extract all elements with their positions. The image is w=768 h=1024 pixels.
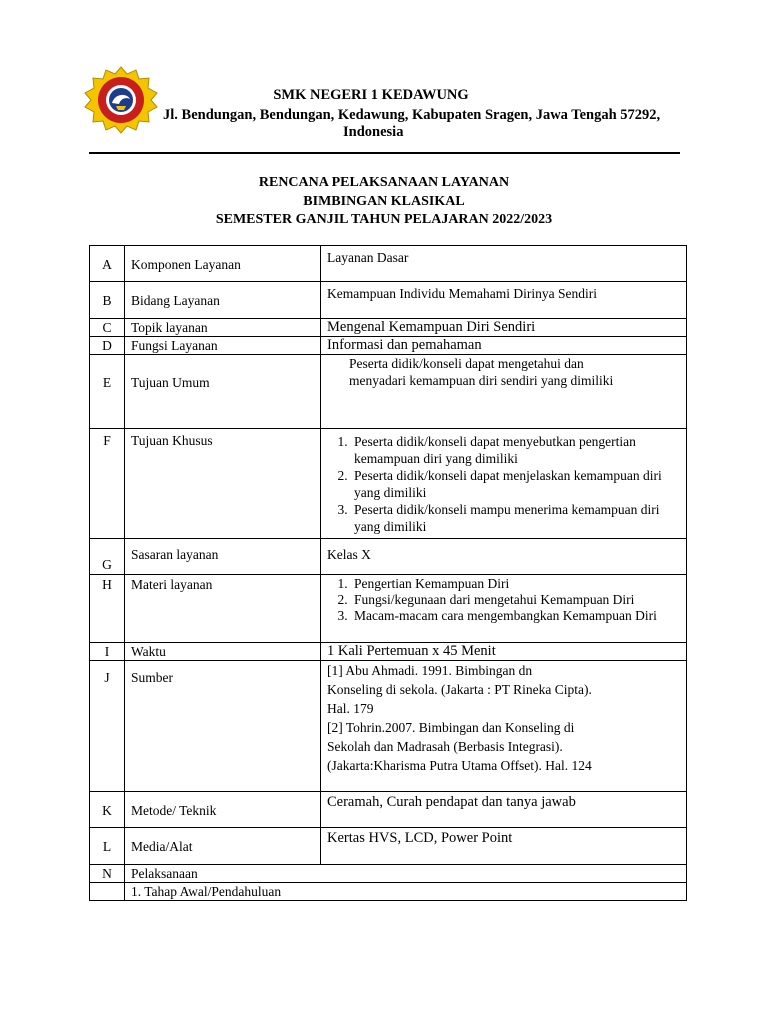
table-row-komponen [90, 246, 687, 282]
row-code: F [90, 429, 125, 539]
row-label: Sasaran layanan [125, 539, 321, 575]
table-row-waktu [90, 643, 687, 661]
row-label: Sumber [125, 661, 321, 792]
table-row-bidang [90, 282, 687, 319]
row-label: 1. Tahap Awal/Pendahuluan [125, 883, 687, 901]
row-value: Kertas HVS, LCD, Power Point [321, 828, 687, 865]
table-row-media [90, 828, 687, 865]
plan-table [89, 245, 687, 901]
table-row-materi [90, 575, 687, 643]
materi-list [327, 576, 680, 624]
list-item: 3. Peserta didik/konseli mampu menerima kemampuan diri yang dimiliki [351, 501, 680, 535]
row-code: N [90, 865, 125, 883]
row-code: C [90, 319, 125, 337]
row-value [321, 429, 687, 539]
row-code: I [90, 643, 125, 661]
row-label: Pelaksanaan [125, 865, 687, 883]
row-value: Layanan Dasar [321, 246, 687, 282]
table-row-tujuan-umum [90, 355, 687, 429]
row-label: Bidang Layanan [125, 282, 321, 319]
tujuan-umum-line2: menyadari kemampuan diri sendiri yang dimiliki [349, 373, 614, 388]
row-code: D [90, 337, 125, 355]
row-label: Komponen Layanan [125, 246, 321, 282]
table-row-sasaran [90, 539, 687, 575]
document-title-line1: RENCANA PELAKSANAAN LAYANAN [258, 175, 510, 190]
row-code: A [90, 246, 125, 282]
row-value [321, 355, 687, 429]
row-label: Materi layanan [125, 575, 321, 643]
tujuan-umum-line1: Peserta didik/konseli dapat mengetahui dan [349, 356, 584, 371]
list-item: 3. Macam-macam cara mengembangkan Kemampuan Diri [351, 608, 680, 624]
row-label: Metode/ Teknik [125, 792, 321, 828]
source-line: [2] Tohrin.2007. Bimbingan dan Konseling di [327, 720, 575, 735]
row-code [90, 883, 125, 901]
list-item: 1. Pengertian Kemampuan Diri [351, 576, 680, 592]
row-label: Waktu [125, 643, 321, 661]
table-row-fungsi [90, 337, 687, 355]
school-address-line2: Indonesia [343, 124, 404, 140]
document-title-line3: SEMESTER GANJIL TAHUN PELAJARAN 2022/2023 [215, 212, 553, 227]
row-value: Informasi dan pemahaman [321, 337, 687, 355]
row-label: Topik layanan [125, 319, 321, 337]
row-value: Kemampuan Individu Memahami Dirinya Sendiri [321, 282, 687, 319]
row-code: J [90, 661, 125, 792]
list-item: 2. Peserta didik/konseli dapat menjelaskan kemampuan diri yang dimiliki [351, 467, 680, 501]
list-item: 1. Peserta didik/konseli dapat menyebutkan pengertian kemampuan diri yang dimiliki [351, 433, 680, 467]
row-label: Tujuan Khusus [125, 429, 321, 539]
row-value: Mengenal Kemampuan Diri Sendiri [321, 319, 687, 337]
table-row-topik [90, 319, 687, 337]
table-row-metode [90, 792, 687, 828]
table-row-sumber [90, 661, 687, 792]
row-value: 1 Kali Pertemuan x 45 Menit [321, 643, 687, 661]
row-value [321, 661, 687, 792]
row-code: H [90, 575, 125, 643]
source-line: Sekolah dan Madrasah (Berbasis Integrasi). [327, 739, 563, 754]
school-name: SMK NEGERI 1 KEDAWUNG [273, 87, 469, 103]
row-value: Kelas X [321, 539, 687, 575]
school-address-line1: Jl. Bendungan, Bendungan, Kedawung, Kabupaten Sragen, Jawa Tengah 57292, [163, 107, 661, 123]
source-line: (Jakarta:Kharisma Putra Utama Offset). Hal. 124 [327, 758, 592, 773]
source-line: Hal. 179 [327, 701, 374, 716]
row-code: K [90, 792, 125, 828]
row-code: E [90, 355, 125, 429]
list-item: 2. Fungsi/kegunaan dari mengetahui Kemampuan Diri [351, 592, 680, 608]
row-value: Ceramah, Curah pendapat dan tanya jawab [321, 792, 687, 828]
tujuan-khusus-list [327, 433, 680, 535]
row-label: Fungsi Layanan [125, 337, 321, 355]
row-code: G [90, 539, 125, 575]
row-label: Tujuan Umum [125, 355, 321, 429]
row-code: L [90, 828, 125, 865]
row-label: Media/Alat [125, 828, 321, 865]
document-title-line2: BIMBINGAN KLASIKAL [303, 194, 465, 209]
table-row-tujuan-khusus [90, 429, 687, 539]
table-row-pelaksanaan [90, 865, 687, 883]
header-divider [89, 152, 680, 154]
table-row-tahap-awal [90, 883, 687, 901]
row-code: B [90, 282, 125, 319]
source-line: [1] Abu Ahmadi. 1991. Bimbingan dn [327, 663, 533, 678]
source-line: Konseling di sekola. (Jakarta : PT Rineka Cipta). [327, 682, 592, 697]
row-value [321, 575, 687, 643]
